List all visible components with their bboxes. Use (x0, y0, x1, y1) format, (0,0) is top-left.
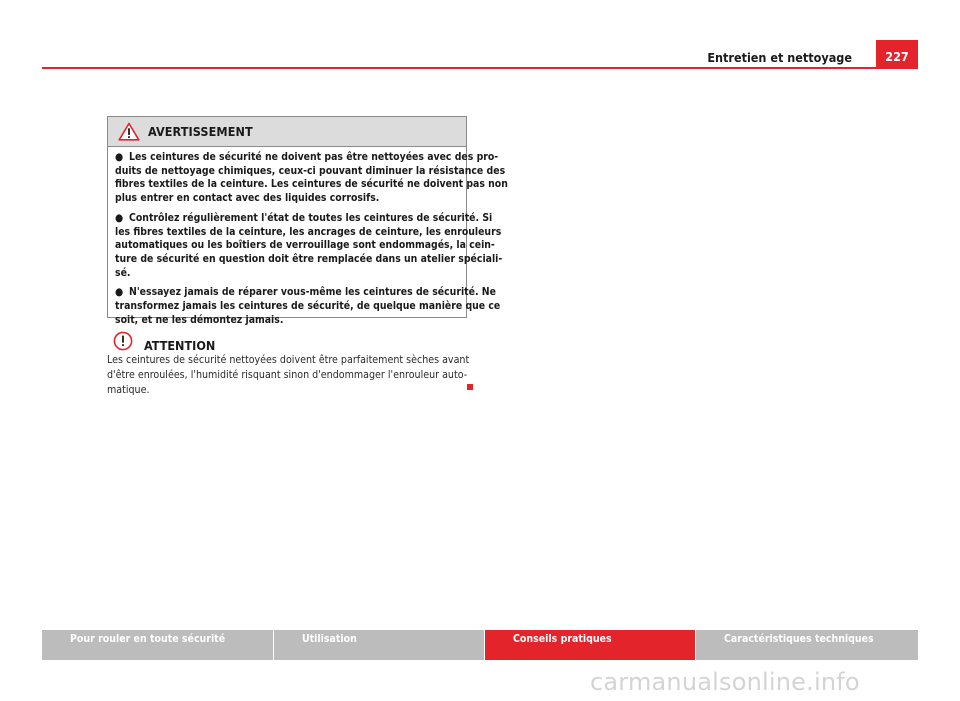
warning-header (108, 117, 466, 147)
tab-conseils-pratiques[interactable]: Conseils pratiques (484, 630, 695, 660)
warning-line: Contrôlez régulièrement l'état de toutes les ceintures de sécurité. Si (129, 211, 493, 224)
bullet: ● (115, 286, 124, 299)
warning-item (115, 151, 508, 206)
end-of-section-marker (467, 384, 473, 390)
warning-item (115, 211, 503, 281)
footer-nav (42, 630, 918, 660)
warning-line: ture de sécurité en question doit être remplacée dans un atelier spéciali- (115, 252, 503, 265)
header-rule (42, 67, 918, 69)
attention-line: d'être enroulées, l'humidité risquant sinon d'endommager l'enrouleur auto- (107, 369, 468, 382)
warning-item (115, 286, 501, 327)
warning-line: sé. (115, 266, 131, 279)
attention-line: Les ceintures de sécurité nettoyées doivent être parfaitement sèches avant (107, 354, 470, 366)
watermark: carmanualsonline.info (590, 668, 860, 696)
warning-line: transformez jamais les ceintures de sécurité, de quelque manière que ce (115, 300, 501, 313)
page-number: 227 (876, 40, 918, 67)
warning-body (108, 147, 508, 327)
exclamation-circle-icon (113, 331, 133, 351)
attention-text (107, 353, 470, 399)
warning-line: Les ceintures de sécurité ne doivent pas être nettoyées avec des pro- (129, 151, 499, 163)
warning-triangle-icon (118, 122, 140, 141)
bullet: ● (115, 211, 124, 224)
warning-line: fibres textiles de la ceinture. Les ceintures de sécurité ne doivent pas non (115, 178, 508, 191)
attention-line: matique. (107, 384, 150, 397)
warning-box (107, 116, 508, 326)
tab-pour-rouler-en-toute-securite[interactable]: Pour rouler en toute sécurité (42, 630, 273, 660)
warning-line: N'essayez jamais de réparer vous-même les ceintures de sécurité. Ne (129, 286, 496, 299)
tab-utilisation[interactable]: Utilisation (273, 630, 484, 660)
warning-line: soit, et ne les démontez jamais. (115, 313, 284, 326)
attention-title: ATTENTION (144, 338, 216, 353)
section-title: Entretien et nettoyage (707, 50, 852, 65)
tab-caracteristiques-techniques[interactable]: Caractéristiques techniques (695, 630, 918, 660)
bullet: ● (115, 151, 124, 163)
warning-line: automatiques ou les boîtiers de verrouillage sont endommagés, la cein- (115, 239, 495, 252)
warning-line: plus entrer en contact avec des liquides corrosifs. (115, 192, 380, 205)
warning-line: les fibres textiles de la ceinture, les ancrages de ceinture, les enrouleurs (115, 225, 502, 238)
warning-line: duits de nettoyage chimiques, ceux-ci pouvant diminuer la résistance des (115, 164, 506, 177)
warning-title: AVERTISSEMENT (148, 124, 253, 139)
